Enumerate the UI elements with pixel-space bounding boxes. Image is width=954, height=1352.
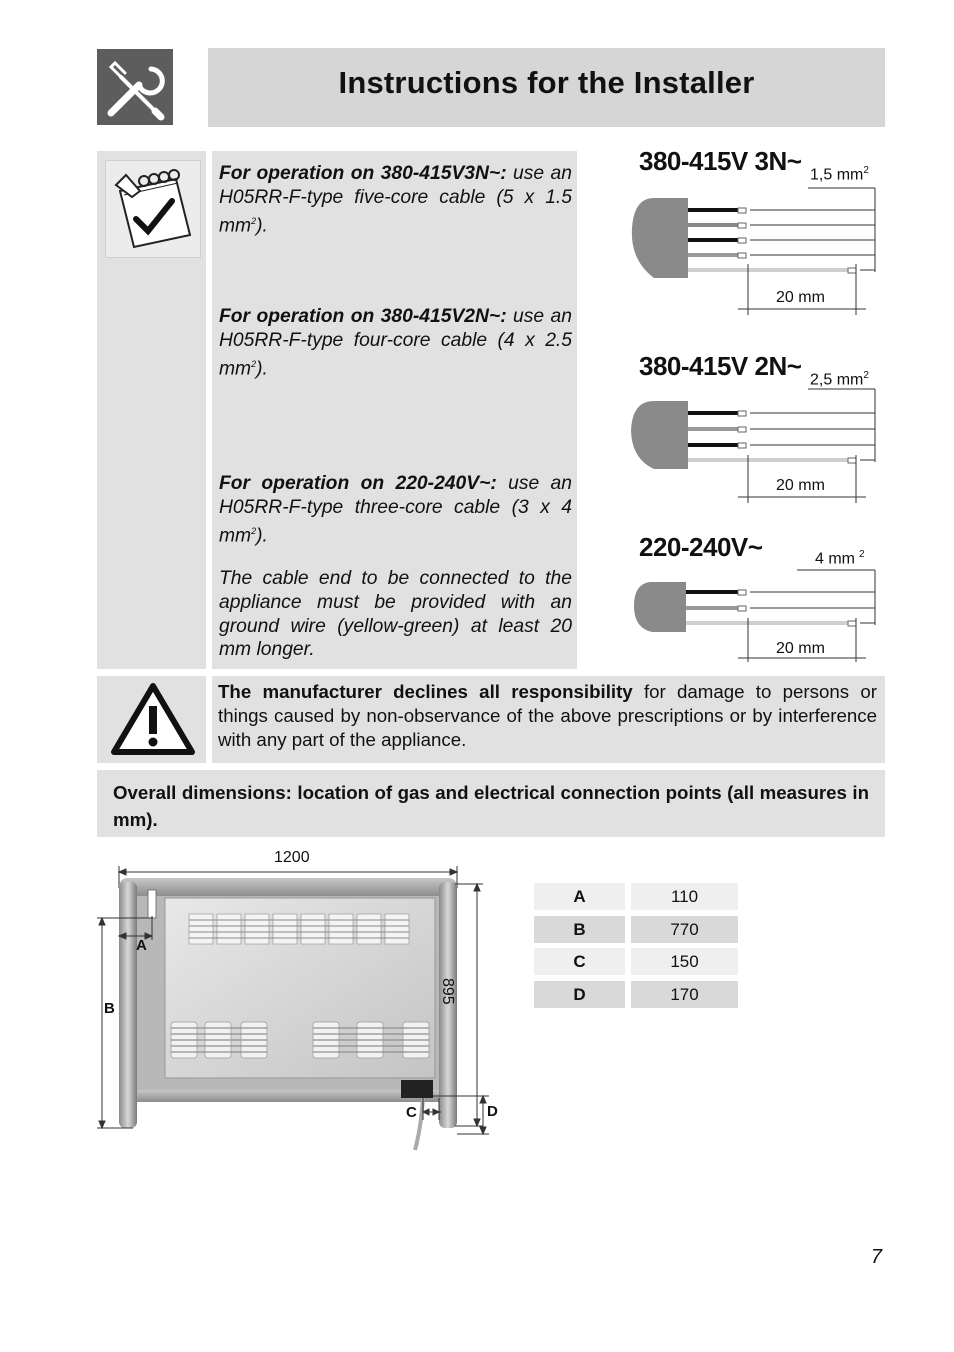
drawing-width-label: 1200 bbox=[274, 849, 310, 866]
table-row-label: B bbox=[534, 916, 625, 943]
table-row-label: D bbox=[534, 981, 625, 1008]
diagram-section-2n: 2,5 $mm^2$ bbox=[810, 370, 869, 389]
table-row-value: 150 bbox=[631, 948, 738, 975]
warning-icon-column bbox=[97, 676, 206, 763]
table-row-value: 770 bbox=[631, 916, 738, 943]
diagram-voltage-2n: 380-415V 2N~ bbox=[639, 351, 802, 381]
tools-icon bbox=[97, 49, 173, 125]
drawing-label-b: B bbox=[104, 1000, 115, 1017]
cable-note-2n: For operation on 380-415V2N~: use an H05RR-F-type four-core cable (4 x 2.5 $mm^2$). bbox=[219, 306, 572, 380]
header-bar bbox=[208, 48, 885, 127]
diagram-voltage-3n: 380-415V 3N~ bbox=[639, 146, 802, 176]
warning-text: The manufacturer declines all responsibility for damage to persons or things caused by non-observance of the above prescriptions or by interference with any part of the appliance. bbox=[218, 681, 877, 750]
drawing-height-label: 895 bbox=[439, 978, 456, 1005]
cable-note-single: For operation on 220-240V~: use an H05RR-F-type three-core cable (3 x 4 $mm^2$). bbox=[219, 473, 572, 547]
table-row-label: A bbox=[534, 883, 625, 910]
table-row-value: 110 bbox=[631, 883, 738, 910]
cable-note-ground: The cable end to be connected to the appliance must be provided with an ground wire (yellow-green) at least 20 mm longer. bbox=[219, 568, 572, 661]
diagram-section-single: 4 mm $^2$ bbox=[815, 549, 865, 568]
diagram-voltage-single: 220-240V~ bbox=[639, 532, 763, 562]
table-row-value: 170 bbox=[631, 981, 738, 1008]
drawing-label-d: D bbox=[487, 1103, 498, 1120]
wiring-diagram-single bbox=[620, 566, 890, 666]
drawing-label-c: C bbox=[406, 1104, 417, 1121]
wiring-diagram-3n bbox=[620, 180, 890, 320]
page-number: 7 bbox=[870, 1246, 882, 1268]
dimensions-title: Overall dimensions: location of gas and electrical connection points (all measures in mm). bbox=[113, 782, 869, 830]
warning-icon bbox=[97, 676, 206, 763]
diagram-length-2n: 20 mm bbox=[776, 477, 825, 494]
drawing-label-a: A bbox=[136, 937, 147, 954]
wiring-diagram-2n bbox=[620, 385, 890, 505]
diagram-length-single: 20 mm bbox=[776, 640, 825, 657]
cable-note-3n: For operation on 380-415V3N~: use an H05RR-F-type five-core cable (5 x 1.5 $mm^2$). bbox=[219, 163, 572, 237]
page-title: Instructions for the Installer bbox=[338, 65, 755, 100]
diagram-length-3n: 20 mm bbox=[776, 289, 825, 306]
diagram-section-3n: 1,5 $mm^2$ bbox=[810, 165, 869, 184]
notepad-icon bbox=[105, 160, 201, 258]
table-row-label: C bbox=[534, 948, 625, 975]
